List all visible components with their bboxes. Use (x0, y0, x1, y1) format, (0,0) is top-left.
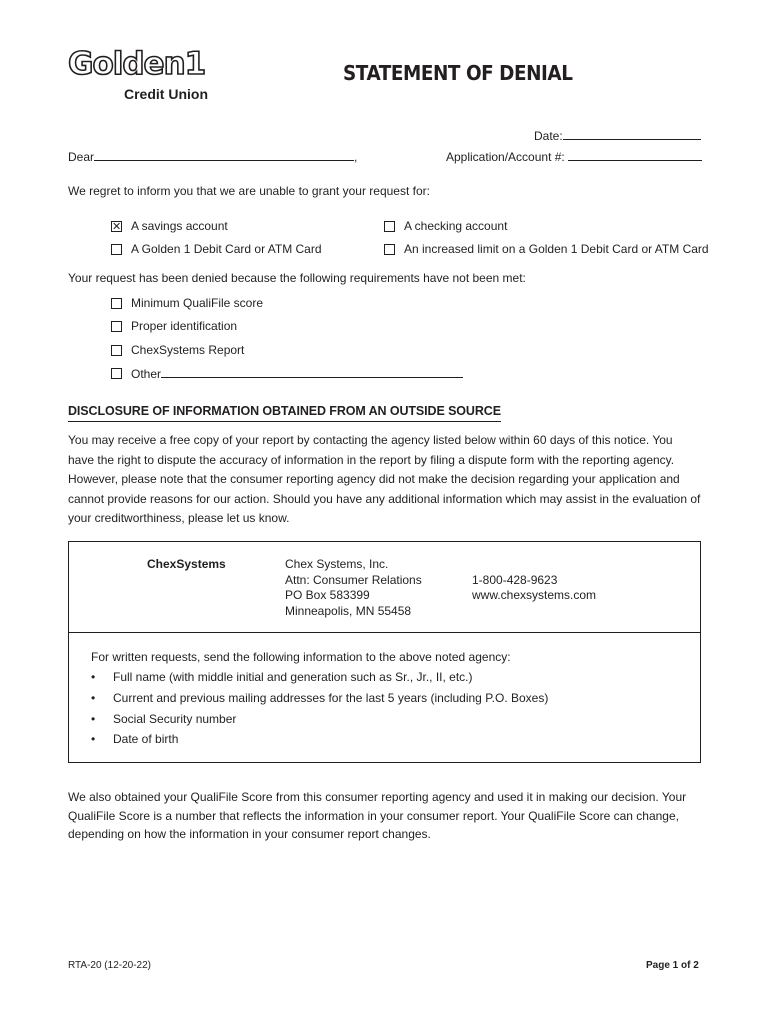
request-intro: We regret to inform you that we are unable to grant your request for: (68, 184, 430, 198)
checkbox-checking-account[interactable] (384, 221, 395, 232)
checkbox-identification[interactable] (111, 321, 122, 332)
option-increased-limit: An increased limit on a Golden 1 Debit Card or ATM Card (404, 242, 709, 256)
date-blank-line (563, 128, 701, 140)
denied-intro: Your request has been denied because the following requirements have not been met: (68, 271, 526, 285)
disclosure-line: You may receive a free copy of your report by contacting the agency listed below within 60 days of this notice. You (68, 433, 673, 447)
agency-address-line: Chex Systems, Inc. (285, 557, 389, 571)
other-blank-line (161, 366, 463, 378)
option-checking-account: A checking account (404, 219, 508, 233)
agency-name: ChexSystems (147, 557, 226, 571)
dear-field[interactable] (68, 149, 357, 164)
date-field[interactable] (534, 128, 701, 143)
bullet: • (91, 732, 96, 746)
disclosure-paragraph (68, 431, 708, 529)
checkbox-debit-card[interactable] (111, 244, 122, 255)
bullet: • (91, 691, 96, 705)
option-savings-account: A savings account (131, 219, 228, 233)
bullet: • (91, 712, 96, 726)
qualifile-line: We also obtained your QualiFile Score from this consumer reporting agency and used it in making our decision. Your (68, 790, 687, 804)
account-blank-line (568, 149, 702, 161)
dear-blank-line (94, 149, 354, 161)
agency-box-divider (68, 632, 701, 633)
disclosure-line: cannot provide reasons for our action. Should you have any additional information which may assist in the evaluation of (68, 491, 701, 506)
form-id: RTA-20 (12-20-22) (68, 960, 151, 971)
checkbox-chexsystems-report[interactable] (111, 345, 122, 356)
bullet: • (91, 670, 96, 684)
written-item: Full name (with middle initial and generation such as Sr., Jr., II, etc.) (113, 670, 473, 684)
qualifile-line: depending on how the information in your consumer report changes. (68, 827, 431, 841)
logo-subtitle: Credit Union (124, 86, 208, 102)
agency-website: www.chexsystems.com (472, 588, 597, 602)
requirement-chexsystems-report: ChexSystems Report (131, 343, 245, 357)
agency-phone: 1-800-428-9623 (472, 573, 558, 587)
qualifile-line: QualiFile Score is a number that reflects the information in your consumer report. Your QualiFile Score can change, (68, 808, 679, 823)
dear-label: Dear (68, 150, 95, 164)
requirement-identification: Proper identification (131, 319, 238, 333)
checkbox-increased-limit[interactable] (384, 244, 395, 255)
agency-address-line: Attn: Consumer Relations (285, 573, 422, 587)
requirement-other: Other (131, 367, 162, 381)
checkbox-other[interactable] (111, 368, 122, 379)
disclosure-line: have the right to dispute the accuracy of information in the report by filing a dispute form with the reporting agency. (68, 452, 675, 467)
account-label: Application/Account #: (446, 150, 565, 164)
written-item: Date of birth (113, 732, 179, 746)
qualifile-paragraph (68, 788, 708, 844)
option-debit-card: A Golden 1 Debit Card or ATM Card (131, 242, 322, 256)
written-item: Current and previous mailing addresses for the last 5 years (including P.O. Boxes) (113, 691, 549, 705)
disclosure-line: However, please note that the consumer reporting agency did not make the decision regarding your application and (68, 472, 680, 486)
date-label: Date: (534, 129, 563, 143)
written-requests-intro: For written requests, send the following information to the above noted agency: (91, 650, 511, 664)
agency-address-line: PO Box 583399 (285, 588, 370, 602)
disclosure-line: your creditworthiness, please let us know. (68, 511, 290, 525)
requirement-qualifile-score: Minimum QualiFile score (131, 296, 264, 310)
agency-address-line: Minneapolis, MN 55458 (285, 604, 412, 618)
page-number: Page 1 of 2 (646, 960, 699, 971)
account-field[interactable] (446, 149, 702, 164)
dear-comma: , (354, 150, 358, 164)
logo-wordmark: Golden1 (68, 46, 206, 82)
page-title: STATEMENT OF DENIAL (343, 61, 573, 85)
disclosure-heading: DISCLOSURE OF INFORMATION OBTAINED FROM AN OUTSIDE SOURCE (68, 404, 501, 422)
checkbox-savings-account[interactable]: ✕ (112, 220, 122, 233)
requirement-other-field[interactable] (131, 366, 463, 381)
written-item: Social Security number (113, 712, 237, 726)
checkbox-qualifile-score[interactable] (111, 298, 122, 309)
